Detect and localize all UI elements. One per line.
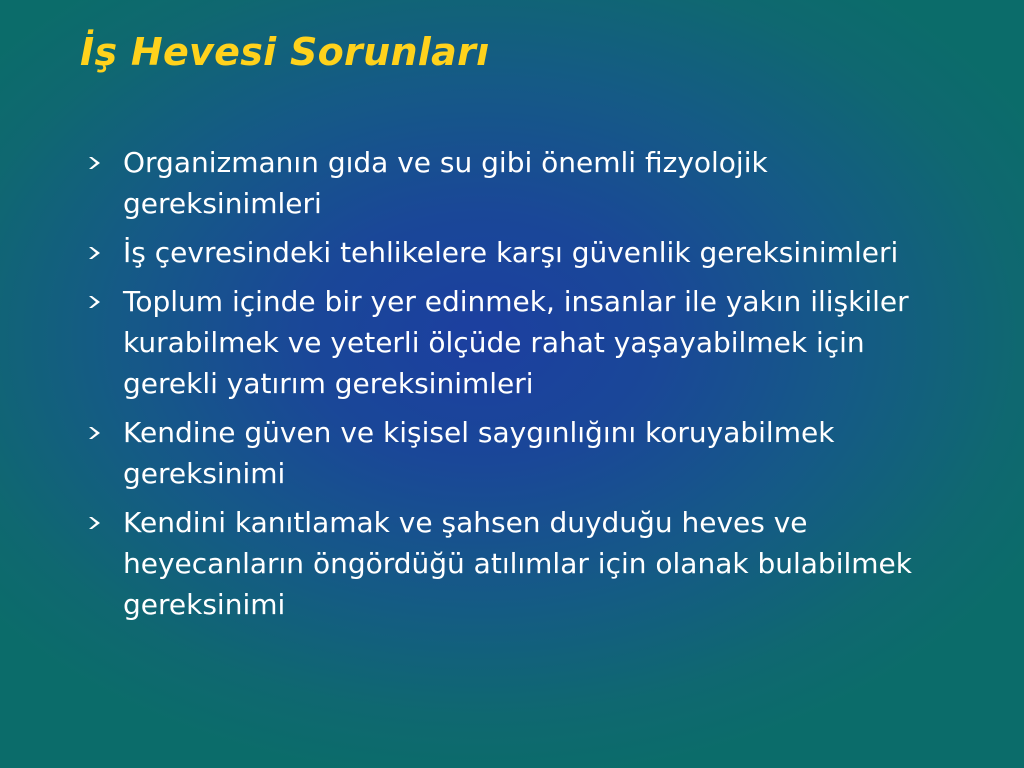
slide-title: İş Hevesi Sorunları xyxy=(80,30,490,74)
chevron-arrow-icon xyxy=(88,156,102,170)
bullet-text: Kendine güven ve kişisel saygınlığını koruyabilmek gereksinimi xyxy=(123,416,835,490)
list-item xyxy=(88,502,958,625)
bullet-list xyxy=(88,142,958,633)
chevron-arrow-icon xyxy=(88,516,102,530)
bullet-text: Organizmanın gıda ve su gibi önemli fizyolojik gereksinimleri xyxy=(123,146,768,220)
list-item xyxy=(88,281,958,404)
list-item xyxy=(88,412,958,494)
bullet-text: Toplum içinde bir yer edinmek, insanlar ile yakın ilişkiler kurabilmek ve yeterli ölçüde rahat yaşayabilmek için gerekli yatırım gereksinimleri xyxy=(123,285,909,400)
chevron-arrow-icon xyxy=(88,426,102,440)
bullet-text: İş çevresindeki tehlikelere karşı güvenlik gereksinimleri xyxy=(123,236,899,269)
chevron-arrow-icon xyxy=(88,295,102,309)
chevron-arrow-icon xyxy=(88,246,102,260)
bullet-text: Kendini kanıtlamak ve şahsen duyduğu heves ve heyecanların öngördüğü atılımlar için olanak bulabilmek gereksinimi xyxy=(123,506,912,621)
list-item xyxy=(88,232,958,273)
list-item xyxy=(88,142,958,224)
